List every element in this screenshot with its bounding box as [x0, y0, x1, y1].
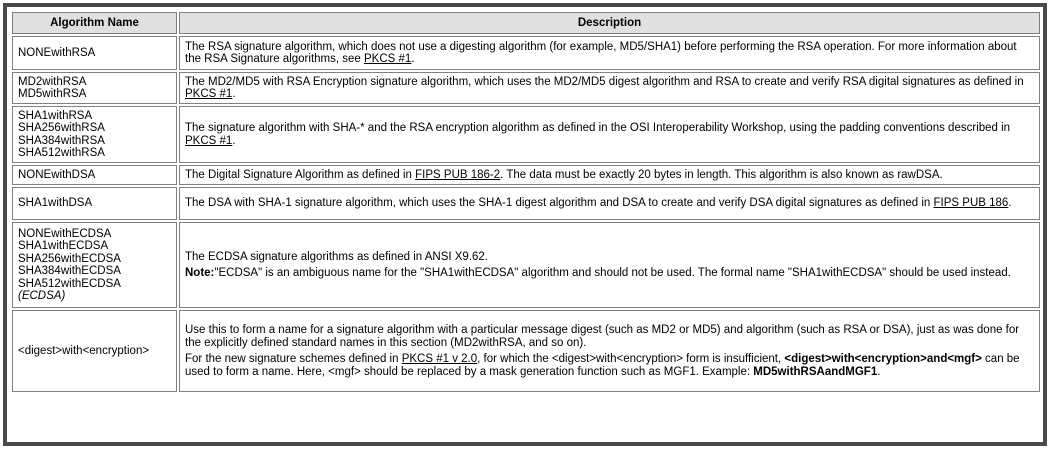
description-cell — [179, 165, 1040, 185]
description-paragraph: The ECDSA signature algorithms as defined in ANSI X9.62. — [185, 250, 488, 263]
note-text: "ECDSA" is an ambiguous name for the "SHA1withECDSA" algorithm and should not be used. The formal name "SHA1withECDSA" should be used instead. — [214, 267, 1011, 279]
algorithm-name: SHA1withECDSA — [18, 240, 109, 252]
description-paragraph: Use this to form a name for a signature algorithm with a particular message digest (such as MD2 or MD5) and algorithm (such as RSA or DSA), just as was done for the explicitly defined standard names in this section (MD2withRSA, and so on). — [185, 324, 1020, 349]
pkcs1-link[interactable]: PKCS #1 — [185, 88, 233, 100]
fips-pub-186-link[interactable]: FIPS PUB 186 — [933, 197, 1009, 210]
algorithm-name: MD2withRSA — [18, 75, 87, 88]
description-text: , for which the <digest>with<encryption> form is insufficient, — [477, 353, 785, 365]
description-text: can be used to form a name. Here, <mgf> should be replaced by a mask generation function such as MGF1. Example: — [185, 353, 1020, 378]
description-text: . — [411, 53, 415, 65]
algorithm-name: SHA512withECDSA — [18, 277, 121, 290]
table-header-row — [12, 12, 1040, 34]
description-text: The MD2/MD5 with RSA Encryption signature algorithm, which uses the MD2/MD5 digest algorithm and RSA to create and verify RSA digital signatures as defined in — [185, 75, 1024, 88]
description-text: The DSA with SHA-1 signature algorithm, which uses the SHA-1 digest algorithm and DSA to create and verify DSA digital signatures as defined in — [185, 197, 934, 210]
fips-pub-186-2-link[interactable]: FIPS PUB 186-2 — [415, 168, 501, 181]
description-cell — [179, 222, 1040, 308]
table-row — [12, 310, 1040, 392]
description-cell — [179, 106, 1040, 163]
description-text: . The data must be exactly 20 bytes in length. This algorithm is also known as rawDSA. — [500, 168, 943, 181]
table-row — [12, 36, 1040, 70]
algorithm-name: MD5withRSA — [18, 88, 87, 100]
standard-names-table — [10, 10, 1042, 394]
pkcs1-link[interactable]: PKCS #1 — [364, 53, 412, 65]
note-label: Note: — [185, 267, 215, 279]
algorithm-name-cell — [12, 72, 177, 104]
algorithm-alias: (ECDSA) — [18, 290, 66, 302]
description-text: The signature algorithm with SHA-* and the RSA encryption algorithm as defined in the OSI Interoperability Workshop, using the padding conventions described in — [185, 122, 1011, 134]
algorithm-name-cell — [12, 165, 177, 185]
algorithm-name: <digest>with<encryption> — [18, 344, 150, 357]
table-row — [12, 222, 1040, 308]
description-text: . — [232, 88, 236, 100]
table-row — [12, 165, 1040, 185]
table-frame — [3, 3, 1047, 446]
table-row — [12, 106, 1040, 163]
header-description: Description — [179, 12, 1040, 34]
description-text: . — [877, 365, 881, 378]
algorithm-name-cell — [12, 36, 177, 70]
example-name-bold: MD5withRSAandMGF1 — [753, 365, 878, 378]
algorithm-name-cell — [12, 310, 177, 392]
algorithm-name-cell — [12, 222, 177, 308]
table-row — [12, 72, 1040, 104]
algorithm-name: SHA256withECDSA — [18, 252, 121, 265]
pkcs1-v2-link[interactable]: PKCS #1 v 2.0 — [401, 353, 478, 365]
table-row — [12, 187, 1040, 220]
algorithm-name: NONEwithECDSA — [18, 227, 112, 240]
description-text: The RSA signature algorithm, which does not use a digesting algorithm (for example, MD5/SHA1) before performing the RSA operation. For more information about the RSA Signature algorithms, see — [185, 40, 1017, 65]
description-cell — [179, 72, 1040, 104]
description-text: The Digital Signature Algorithm as defined in — [185, 168, 416, 181]
algorithm-name: SHA384withECDSA — [18, 265, 121, 277]
algorithm-name: SHA1withRSA — [18, 109, 93, 122]
description-text: . — [1008, 197, 1012, 210]
description-cell — [179, 187, 1040, 220]
algorithm-name: SHA512withRSA — [18, 147, 105, 159]
description-text: . — [232, 134, 236, 147]
algorithm-name: SHA1withDSA — [18, 197, 93, 210]
algorithm-name: NONEwithDSA — [18, 168, 96, 181]
description-cell — [179, 310, 1040, 392]
header-algorithm-name: Algorithm Name — [12, 12, 177, 34]
pkcs1-link[interactable]: PKCS #1 — [185, 134, 233, 147]
algorithm-name-cell — [12, 106, 177, 163]
algorithm-name: NONEwithRSA — [18, 46, 96, 59]
description-text: For the new signature schemes defined in — [185, 353, 402, 365]
description-cell — [179, 36, 1040, 70]
algorithm-name-cell — [12, 187, 177, 220]
algorithm-name: SHA256withRSA — [18, 122, 105, 134]
description-note — [185, 267, 1034, 280]
mgf-form-bold: <digest>with<encryption>and<mgf> — [784, 353, 982, 365]
algorithm-name: SHA384withRSA — [18, 134, 105, 147]
description-paragraph — [185, 353, 1034, 378]
